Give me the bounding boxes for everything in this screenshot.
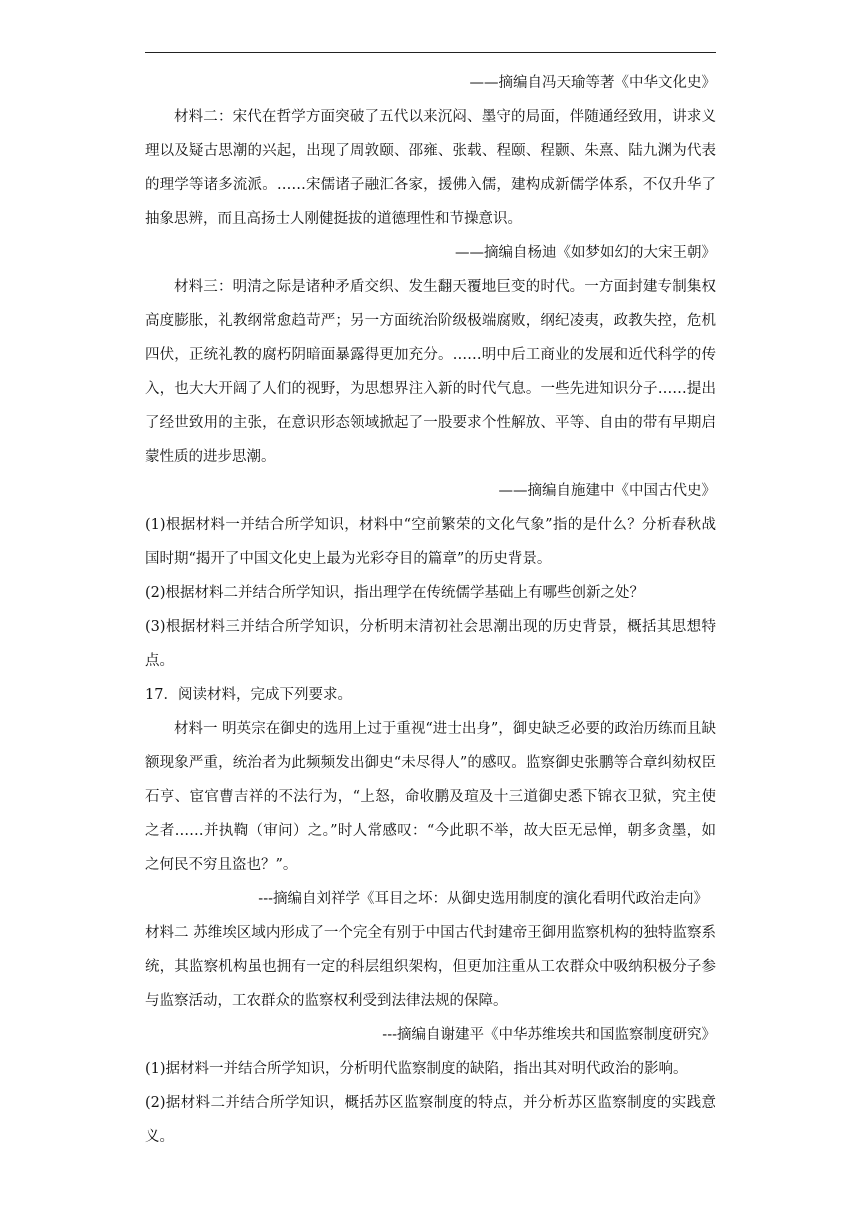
question-17-part-1: (1)据材料一并结合所学知识，分析明代监察制度的缺陷，指出其对明代政治的影响。: [145, 1061, 688, 1077]
source-citation-2: ——摘编自杨迪《如梦如幻的大宋王朝》: [455, 245, 716, 261]
question-17-material-1: 材料一 明英宗在御史的选用上过于重视“进士出身”，御史缺乏必要的政治历练而且缺额现象严重，统治者为此频频发出御史“未尽得人”的感叹。监察御史张鹏等合章纠劾权臣石亨、宦官曹吉祥的不法行为，“上怒，命收鹏及瑄及十三道御史悉下锦衣卫狱，究主使之者……并执鞫（审问）之。”时人常感叹：“今此职不举，故大臣无忌惮，朝多贪墨，如之何民不穷且盗也？”。: [145, 721, 716, 873]
question-16-part-2: (2)根据材料二并结合所学知识，指出理学在传统儒学基础上有哪些创新之处？: [145, 585, 645, 601]
question-16-part-1: (1)根据材料一并结合所学知识，材料中“空前繁荣的文化气象”指的是什么？分析春秋战国时期“揭开了中国文化史上最为光彩夺目的篇章”的历史背景。: [145, 517, 716, 567]
source-citation-3: ——摘编自施建中《中国古代史》: [498, 483, 716, 499]
question-17-title: 17．阅读材料，完成下列要求。: [145, 687, 352, 703]
material-3-paragraph: 材料三：明清之际是诸种矛盾交织、发生翻天覆地巨变的时代。一方面封建专制集权高度膨胀，礼教纲常愈趋苛严；另一方面统治阶级极端腐败，纲纪凌夷，政教失控，危机四伏，正统礼教的腐朽阴暗面暴露得更加充分。……明中后工商业的发展和近代科学的传入，也大大开阔了人们的视野，为思想界注入新的时代气息。一些先进知识分子……提出了经世致用的主张，在意识形态领域掀起了一股要求个性解放、平等、自由的带有早期启蒙性质的进步思潮。: [145, 279, 716, 465]
header-rule: [145, 52, 716, 53]
question-17-source-2: ---摘编自谢建平《中华苏维埃共和国监察制度研究》: [382, 1027, 716, 1043]
material-2-paragraph: 材料二：宋代在哲学方面突破了五代以来沉闷、墨守的局面，伴随通经致用，讲求义理以及疑古思潮的兴起，出现了周敦颐、邵雍、张载、程颐、程颢、朱熹、陆九渊为代表的理学等诸多流派。……宋儒诸子融汇各家，援佛入儒，建构成新儒学体系，不仅升华了抽象思辨，而且高扬士人刚健挺拔的道德理性和节操意识。: [145, 109, 716, 227]
question-16-part-3: (3)根据材料三并结合所学知识，分析明末清初社会思潮出现的历史背景，概括其思想特点。: [145, 619, 716, 669]
question-17-material-2: 材料二 苏维埃区域内形成了一个完全有别于中国古代封建帝王御用监察机构的独特监察系统，其监察机构虽也拥有一定的科层组织架构，但更加注重从工农群众中吸纳积极分子参与监察活动，工农群众的监察权利受到法律法规的保障。: [145, 925, 716, 1009]
question-17-source-1: ---摘编自刘祥学《耳目之坏：从御史选用制度的演化看明代政治走向》: [258, 891, 708, 907]
question-17-part-2: (2)据材料二并结合所学知识，概括苏区监察制度的特点，并分析苏区监察制度的实践意义。: [145, 1095, 716, 1145]
document-body: [145, 66, 716, 1154]
source-citation-1: ——摘编自冯天瑜等著《中华文化史》: [469, 75, 716, 91]
